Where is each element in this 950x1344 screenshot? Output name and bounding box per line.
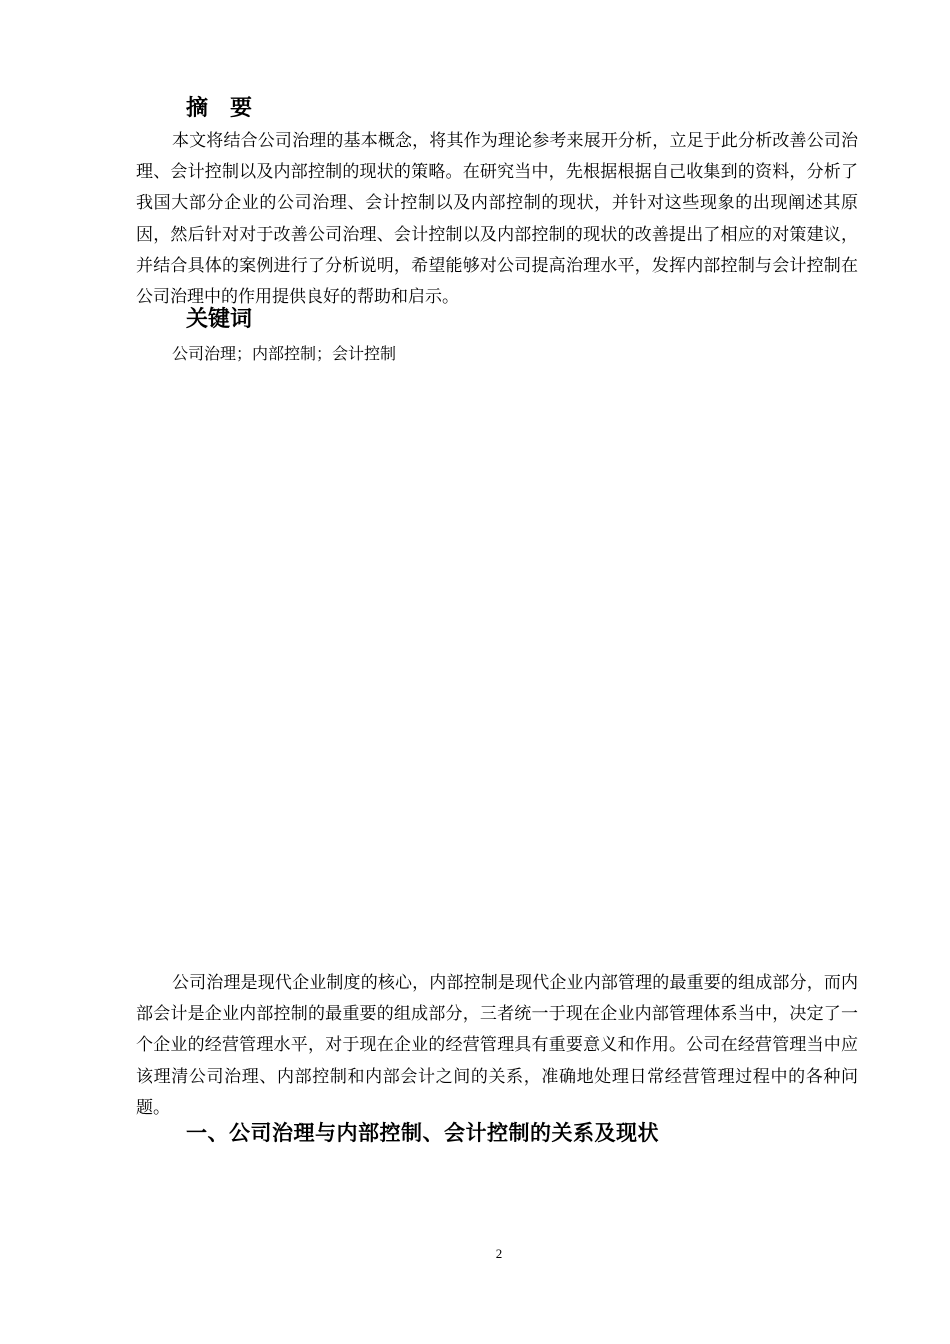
- abstract-paragraph: 本文将结合公司治理的基本概念，将其作为理论参考来展开分析，立足于此分析改善公司治理、会计控制以及内部控制的现状的策略。在研究当中，先根据根据自己收集到的资料，分析了我国大部分企业的公司治理、会计控制以及内部控制的现状，并针对这些现象的出现阐述其原因，然后针对对于改善公司治理、会计控制以及内部控制的现状的改善提出了相应的对策建议，并结合具体的案例进行了分析说明，希望能够对公司提高治理水平，发挥内部控制与会计控制在公司治理中的作用提供良好的帮助和启示。: [136, 131, 858, 308]
- abstract-heading: 摘 要: [186, 96, 253, 121]
- keywords-list: 公司治理；内部控制；会计控制: [172, 344, 397, 363]
- intro-paragraph: 公司治理是现代企业制度的核心，内部控制是现代企业内部管理的最重要的组成部分，而内部会计是企业内部控制的最重要的组成部分，三者统一于现在企业内部管理体系当中，决定了一个企业的经营管理水平，对于现在企业的经营管理具有重要意义和作用。公司在经营管理当中应该理清公司治理、内部控制和内部会计之间的关系，准确地处理日常经营管理过程中的各种问题。: [136, 973, 858, 1118]
- page-number: 2: [495, 1246, 503, 1261]
- section-heading: 一、公司治理与内部控制、会计控制的关系及现状: [186, 1121, 659, 1145]
- keywords-heading: 关键词: [186, 307, 253, 332]
